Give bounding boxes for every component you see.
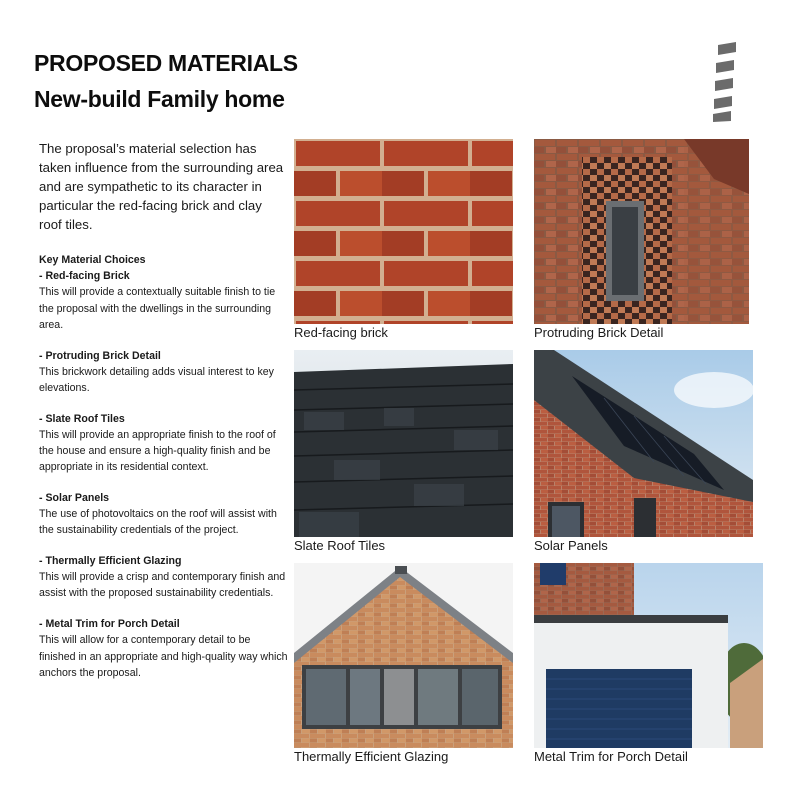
material-description: This will provide a contextually suitable finish to tie the proposal with the dwellings in the surrounding area.: [39, 286, 276, 331]
protruding-brick-image: [534, 139, 749, 324]
caption: Solar Panels: [534, 538, 608, 553]
material-title: - Thermally Efficient Glazing: [39, 555, 182, 568]
caption: Slate Roof Tiles: [294, 538, 386, 553]
caption: Metal Trim for Porch Detail: [534, 749, 688, 764]
material-title: - Red-facing Brick: [39, 270, 130, 283]
glazing-image: [294, 563, 513, 748]
metal-trim-image: [534, 563, 763, 748]
material-item: [39, 411, 289, 476]
key-choices-heading: Key Material Choices: [39, 254, 146, 266]
caption: Thermally Efficient Glazing: [294, 749, 449, 764]
material-item: [39, 348, 289, 397]
caption: Red-facing brick: [294, 325, 388, 340]
material-description: This will allow for a contemporary detail to be finished in an appropriate and high-quality way which anchors the proposal.: [39, 634, 288, 679]
slate-roof-image: [294, 350, 513, 537]
material-title: - Protruding Brick Detail: [39, 349, 161, 362]
material-title: - Solar Panels: [39, 491, 110, 504]
material-item: [39, 553, 289, 602]
caption: Protruding Brick Detail: [534, 325, 664, 340]
red-brick-image: [294, 139, 513, 324]
key-material-choices: [39, 252, 289, 695]
solar-panels-image: [534, 350, 753, 537]
material-item: [39, 616, 289, 681]
material-title: - Slate Roof Tiles: [39, 412, 125, 425]
material-description: This will provide a crisp and contemporary finish and assist with the proposed sustainability credentials.: [39, 571, 286, 600]
material-item: [39, 490, 289, 539]
intro-paragraph: The proposal’s material selection has taken influence from the surrounding area and are sympathetic to its character in particular the red-facing brick and clay roof tiles.: [39, 141, 284, 232]
material-description: This brickwork detailing adds visual interest to key elevations.: [39, 365, 274, 394]
material-description: The use of photovoltaics on the roof will assist with the sustainability credentials of the project.: [39, 508, 277, 537]
material-title: - Metal Trim for Porch Detail: [39, 618, 180, 631]
page-subtitle: New-build Family home: [34, 86, 285, 112]
material-description: This will provide an appropriate finish to the roof of the house and ensure a high-quality finish and be appropriate in its residential context.: [39, 428, 276, 474]
material-item: [39, 268, 289, 333]
page-title: PROPOSED MATERIALS: [34, 50, 298, 76]
logo-icon: [712, 42, 738, 122]
